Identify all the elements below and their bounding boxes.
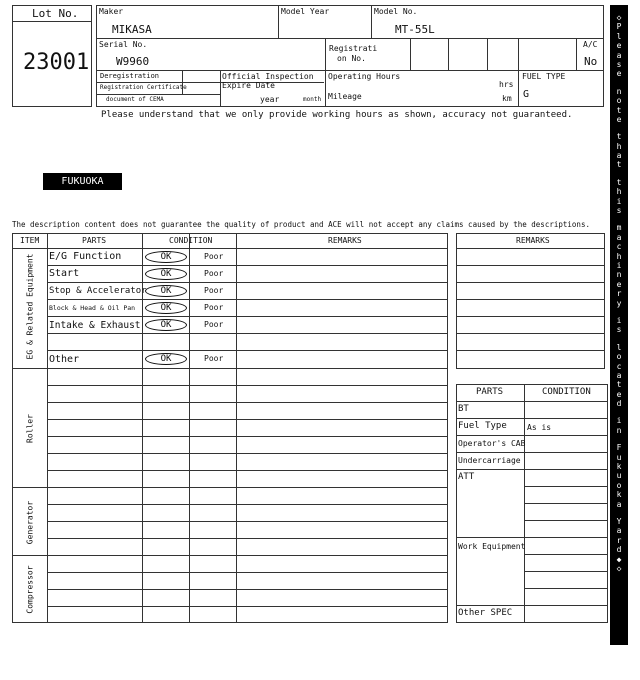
- right-bt: BT: [458, 404, 469, 414]
- side-banner-char: a: [616, 499, 622, 509]
- year-label: year: [260, 95, 280, 104]
- col-remarks: REMARKS: [328, 236, 362, 245]
- side-banner-char: P: [616, 22, 622, 32]
- side-banner-char: [617, 124, 622, 132]
- side-banner-char: e: [616, 389, 622, 399]
- side-banner-char: [617, 308, 622, 316]
- side-banner-char: h: [616, 187, 622, 197]
- side-banner-char: c: [616, 242, 622, 252]
- side-banner-char: Y: [616, 516, 622, 526]
- hrs-label: hrs: [499, 80, 514, 89]
- part-stop-accelerator: Stop & Accelerator: [49, 286, 147, 296]
- part-eg-function: E/G Function: [49, 251, 122, 262]
- side-banner-char: [617, 408, 622, 416]
- right-col-condition: CONDITION: [542, 387, 591, 397]
- side-banner-char: o: [616, 352, 622, 362]
- group-eg-related: EG & Related Equipment: [25, 253, 35, 360]
- model-no-label: Model No.: [374, 7, 418, 16]
- km-label: km: [502, 94, 512, 103]
- side-banner-char: k: [616, 462, 622, 472]
- side-banner-char: n: [616, 270, 622, 280]
- right-work-equipment: Work Equipment: [458, 542, 526, 551]
- diamond-outline-icon-bottom: ◇: [616, 563, 622, 573]
- col-condition: CONDITION: [169, 236, 213, 245]
- side-banner-char: [617, 170, 622, 178]
- other-ok[interactable]: OK: [145, 353, 187, 365]
- group-compressor: Compressor: [25, 565, 35, 614]
- side-banner-char: i: [616, 416, 622, 426]
- part-intake-exhaust: Intake & Exhaust: [49, 320, 141, 331]
- side-banner-char: [617, 509, 622, 517]
- part-other: Other: [49, 354, 80, 365]
- side-banner-char: [617, 215, 622, 223]
- group-generator: Generator: [25, 500, 35, 545]
- lot-number: 23001: [23, 50, 90, 75]
- registration-label-1: Registrati: [329, 44, 378, 53]
- side-banner-char: [617, 335, 622, 343]
- side-banner-char: l: [616, 342, 622, 352]
- side-banner-char: o: [616, 96, 622, 106]
- right-operators-cab: Operator's CAB: [458, 439, 526, 448]
- eg-function-poor[interactable]: Poor: [204, 252, 224, 261]
- intake-exhaust-ok[interactable]: OK: [145, 319, 187, 331]
- registration-certificate-label: Registration Certificate: [100, 84, 187, 91]
- side-banner-char: r: [616, 535, 622, 545]
- serial-label: Serial No.: [99, 40, 148, 49]
- side-banner-char: e: [616, 279, 622, 289]
- side-banner-char: t: [616, 380, 622, 390]
- side-banner-char: [617, 435, 622, 443]
- working-hours-notice: Please understand that we only provide working hours as shown, accuracy not guaranteed.: [101, 110, 573, 120]
- right-remarks-header: REMARKS: [516, 236, 550, 245]
- side-banner-char: e: [616, 69, 622, 79]
- side-banner-char: a: [616, 232, 622, 242]
- side-banner-char: i: [616, 196, 622, 206]
- location-badge: FUKUOKA: [43, 173, 122, 190]
- side-banner-char: c: [616, 361, 622, 371]
- side-banner-char: h: [616, 251, 622, 261]
- stop-accelerator-ok[interactable]: OK: [145, 285, 187, 297]
- side-banner-char: d: [616, 545, 622, 555]
- side-banner-char: d: [616, 399, 622, 409]
- side-banner-char: h: [616, 141, 622, 151]
- side-banner-char: l: [616, 31, 622, 41]
- month-label: month: [303, 96, 322, 103]
- registration-label-2: on No.: [337, 54, 366, 63]
- side-banner-text: [617, 22, 622, 554]
- right-fuel-type: Fuel Type: [458, 421, 507, 431]
- document-cema-label: document of CEMA: [106, 96, 164, 103]
- side-banner-char: t: [616, 160, 622, 170]
- side-banner-char: u: [616, 452, 622, 462]
- ac-value: No: [584, 55, 598, 68]
- eg-function-ok[interactable]: OK: [145, 251, 187, 263]
- side-banner-char: t: [616, 177, 622, 187]
- side-banner-char: e: [616, 114, 622, 124]
- diamond-outline-icon: ◇: [616, 13, 622, 22]
- side-banner-char: r: [616, 289, 622, 299]
- other-poor[interactable]: Poor: [204, 354, 224, 363]
- side-banner-char: n: [616, 86, 622, 96]
- side-banner-char: k: [616, 490, 622, 500]
- side-banner: [610, 5, 628, 645]
- fuel-type-value: G: [523, 89, 530, 100]
- side-banner-char: a: [616, 50, 622, 60]
- model-no-value: MT-55L: [395, 23, 435, 36]
- intake-exhaust-poor[interactable]: Poor: [204, 320, 224, 329]
- side-banner-char: t: [616, 132, 622, 142]
- block-head-ok[interactable]: OK: [145, 302, 187, 314]
- group-roller: Roller: [25, 414, 35, 443]
- side-banner-char: s: [616, 206, 622, 216]
- right-att: ATT: [458, 472, 475, 482]
- side-banner-char: y: [616, 298, 622, 308]
- start-ok[interactable]: OK: [145, 268, 187, 280]
- maker-value: MIKASA: [112, 23, 152, 36]
- mileage-label: Mileage: [328, 92, 362, 101]
- disclaimer: The description content does not guarantee the quality of product and ACE will not accept any claims caused by the descriptions.: [12, 220, 590, 229]
- side-banner-char: a: [616, 526, 622, 536]
- lot-label: Lot No.: [32, 7, 79, 20]
- official-inspection-label: Official Inspection: [222, 72, 314, 81]
- side-banner-char: s: [616, 59, 622, 69]
- right-remarks-box: [456, 233, 605, 369]
- col-item: ITEM: [20, 236, 40, 245]
- side-banner-char: F: [616, 443, 622, 453]
- operating-hours-label: Operating Hours: [328, 72, 401, 81]
- right-undercarriage: Undercarriage: [458, 456, 521, 465]
- side-banner-char: e: [616, 41, 622, 51]
- block-head-poor[interactable]: Poor: [204, 303, 224, 312]
- side-banner-char: n: [616, 425, 622, 435]
- side-banner-char: o: [616, 480, 622, 490]
- serial-value: W9960: [116, 55, 150, 68]
- side-banner-char: t: [616, 105, 622, 115]
- side-banner-char: i: [616, 315, 622, 325]
- deregistration-label: Deregistration: [100, 72, 160, 80]
- side-banner-char: u: [616, 471, 622, 481]
- side-banner-char: a: [616, 370, 622, 380]
- fuel-type-label: FUEL TYPE: [522, 72, 566, 81]
- diamond-filled-icon: ◆: [616, 554, 622, 564]
- expire-date-label: Expire Date: [222, 81, 275, 90]
- col-parts: PARTS: [82, 236, 107, 245]
- part-start: Start: [49, 268, 80, 279]
- side-banner-char: a: [616, 151, 622, 161]
- model-year-label: Model Year: [281, 7, 330, 16]
- right-other-spec: Other SPEC: [458, 608, 513, 618]
- maker-label: Maker: [99, 7, 124, 16]
- side-banner-char: [617, 79, 622, 87]
- stop-accelerator-poor[interactable]: Poor: [204, 286, 224, 295]
- side-banner-char: m: [616, 223, 622, 233]
- side-banner-char: i: [616, 261, 622, 270]
- right-fuel-type-value: As is: [527, 423, 552, 432]
- ac-label: A/C: [583, 40, 598, 49]
- part-block-head-oilpan: Block & Head & Oil Pan: [49, 304, 136, 312]
- side-banner-char: s: [616, 325, 622, 335]
- right-col-parts: PARTS: [476, 387, 504, 397]
- start-poor[interactable]: Poor: [204, 269, 224, 278]
